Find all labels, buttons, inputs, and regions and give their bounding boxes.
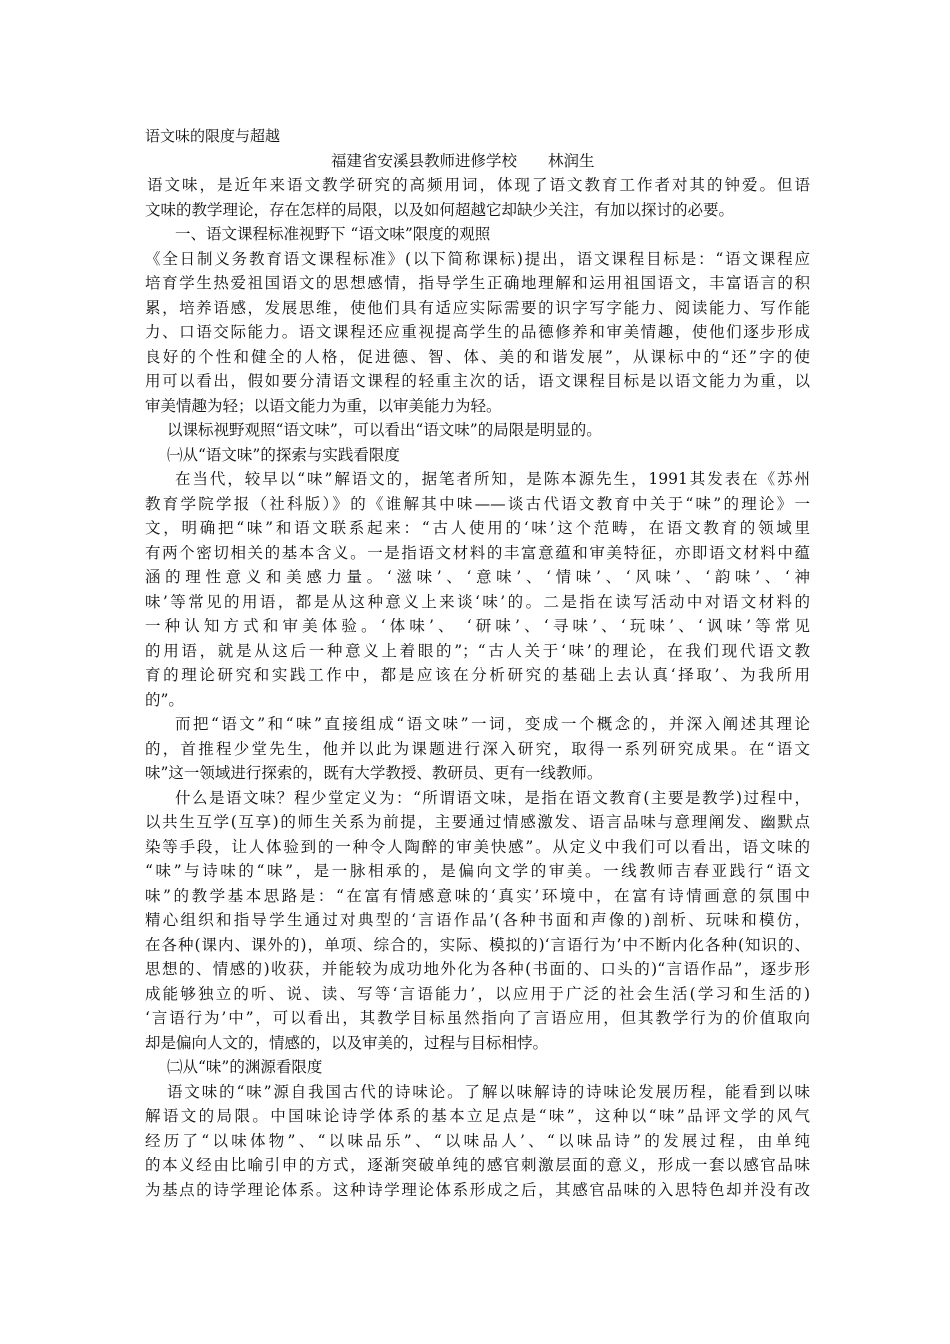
text-line: 《全日制义务教育语文课程标准》(以下简称课标)提出，语文课程目标是：“语文课程应 bbox=[145, 249, 810, 268]
text-line: 味’等常见的用语，都是从这种意义上来谈‘味’的。二是指在读写活动中对语文材料的 bbox=[145, 592, 810, 611]
text-line: 的用语，就是从这后一种意义上着眼的”；“古人关于‘味’的理论，在我们现代语文教 bbox=[145, 641, 810, 660]
text-line: 用可以看出，假如要分清语文课程的轻重主次的话，语文课程目标是以语文能力为重，以 bbox=[145, 372, 810, 390]
text-line: 经历了“以味体物”、“以味品乐”、“以味品人’、“以味品诗”的发展过程，由单纯 bbox=[145, 1131, 810, 1150]
text-line: 以共生互学(互享)的师生关系为前提，主要通过情感激发、语言品味与意理阐发、幽默点 bbox=[145, 813, 810, 831]
text-line: 语文味，是近年来语文教学研究的高频用词，体现了语文教育工作者对其的钟爱。但语 bbox=[147, 176, 810, 194]
text-line: 在各种(课内、课外的)，单项、综合的，实际、模拟的)‘言语行为’中不断内化各种(知识的、 bbox=[145, 935, 810, 954]
text-line: 为基点的诗学理论体系。这种诗学理论体系形成之后，其感官品味的入思特色却并没有改 bbox=[145, 1180, 810, 1199]
text-line: ‘言语行为’中”，可以看出，其教学目标虽然指向了言语应用，但其教学行为的价值取向 bbox=[145, 1009, 810, 1027]
author-line: 福建省安溪县教师进修学校 林润生 bbox=[331, 151, 595, 170]
text-line: 在当代，较早以“味”解语文的，据笔者所知，是陈本源先生，1991其发表在《苏州 bbox=[175, 470, 810, 488]
text-line: 力、口语交际能力。语文课程还应重视提高学生的品德修养和审美情趣，使他们逐步形成 bbox=[145, 323, 810, 341]
text-line: 有两个密切相关的基本含义。一是指语文材料的丰富意蕴和审美特征，亦即语文材料中蕴 bbox=[145, 543, 810, 562]
text-line: 累，培养语感，发展思维，使他们具有适应实际需要的识字写字能力、阅读能力、写作能 bbox=[145, 298, 810, 317]
document-page bbox=[145, 124, 810, 1202]
text-line: 良好的个性和健全的人格，促进德、智、体、美的和谐发展”，从课标中的“还”字的使 bbox=[145, 347, 810, 366]
text-line: 教育学院学报（社科版）》的《谁解其中味——谈古代语文教育中关于“味”的理论》一 bbox=[145, 494, 810, 513]
text-line: 思想的、情感的)收获，并能较为成功地外化为各种(书面的、口头的)“言语作品”，逐步形 bbox=[145, 960, 810, 978]
text-line: 的”。 bbox=[145, 690, 184, 709]
text-line: 的本义经由比喻引申的方式，逐渐突破单纯的感官刺激层面的意义，形成一套以感官品味 bbox=[145, 1156, 810, 1174]
text-line: 味”的教学基本思路是：“在富有情感意味的‘真实’环境中，在富有诗情画意的氛围中 bbox=[145, 886, 810, 905]
text-line: 文，明确把“味”和语文联系起来：“古人使用的‘味’这个范畴，在语文教育的领域里 bbox=[145, 519, 810, 537]
text-line: 涵的理性意义和美感力量。‘滋味’、‘意味’、‘情味’、‘风味’、‘韵味’、‘神 bbox=[145, 568, 810, 586]
document-body bbox=[145, 173, 810, 1202]
text-line: 审美情趣为轻；以语文能力为重，以审美能力为轻。 bbox=[145, 396, 502, 415]
text-line: 解语文的局限。中国味论诗学体系的基本立足点是“味”，这种以“味”品评文学的风气 bbox=[145, 1107, 810, 1125]
text-line: 精心组织和指导学生通过对典型的‘言语作品’(各种书面和声像的)剖析、玩味和模仿， bbox=[145, 911, 810, 929]
text-line: 成能够独立的听、说、读、写等‘言语能力’，以应用于广泛的社会生活(学习和生活的) bbox=[145, 984, 810, 1003]
text-line: 文味的教学理论，存在怎样的局限，以及如何超越它却缺少关注，有加以探讨的必要。 bbox=[145, 200, 735, 219]
text-line: 培育学生热爱祖国语文的思想感情，指导学生正确地理解和运用祖国语文，丰富语言的积 bbox=[145, 274, 810, 292]
text-line: 味”这一领域进行探索的，既有大学教授、教研员、更有一线教师。 bbox=[145, 764, 603, 782]
text-line: 育的理论研究和实践工作中，都是应该在分析研究的基础上去认真‘择取’、为我所用 bbox=[145, 666, 810, 684]
text-line: 而把“语文”和“味”直接组成“语文味”一词，变成一个概念的，并深入阐述其理论 bbox=[175, 715, 810, 733]
text-line: 的，首推程少堂先生，他并以此为课题进行深入研究，取得一系列研究成果。在“语文 bbox=[145, 739, 810, 758]
text-line: 一、语文课程标准视野下 “语文味”限度的观照 bbox=[175, 225, 491, 243]
document-title: 语文味的限度与超越 bbox=[145, 127, 281, 145]
text-line: 什么是语文味？程少堂定义为：“所谓语文味，是指在语文教育(主要是教学)过程中， bbox=[175, 788, 810, 807]
text-line: 却是偏向人文的，情感的，以及审美的，过程与目标相悖。 bbox=[145, 1033, 549, 1052]
text-line: 以课标视野观照“语文味”，可以看出“语文味”的局限是明显的。 bbox=[167, 421, 602, 439]
text-line: ㈠从“语文味”的探索与实践看限度 bbox=[167, 445, 400, 464]
text-line: 一种认知方式和审美体验。‘体味’、 ‘研味’、‘寻味’、‘玩味’、‘讽味’等常见 bbox=[145, 617, 810, 635]
text-line: ㈡从“味”的渊源看限度 bbox=[167, 1058, 323, 1076]
text-line: 染等手段，让人体验到的一种令人陶醉的审美快感”。从定义中我们可以看出，语文味的 bbox=[145, 837, 810, 856]
text-line: “味”与诗味的“味”，是一脉相承的，是偏向文学的审美。一线教师吉春亚践行“语文 bbox=[145, 862, 810, 880]
text-line: 语文味的“味”源自我国古代的诗味论。了解以味解诗的诗味论发展历程，能看到以味 bbox=[167, 1082, 810, 1101]
